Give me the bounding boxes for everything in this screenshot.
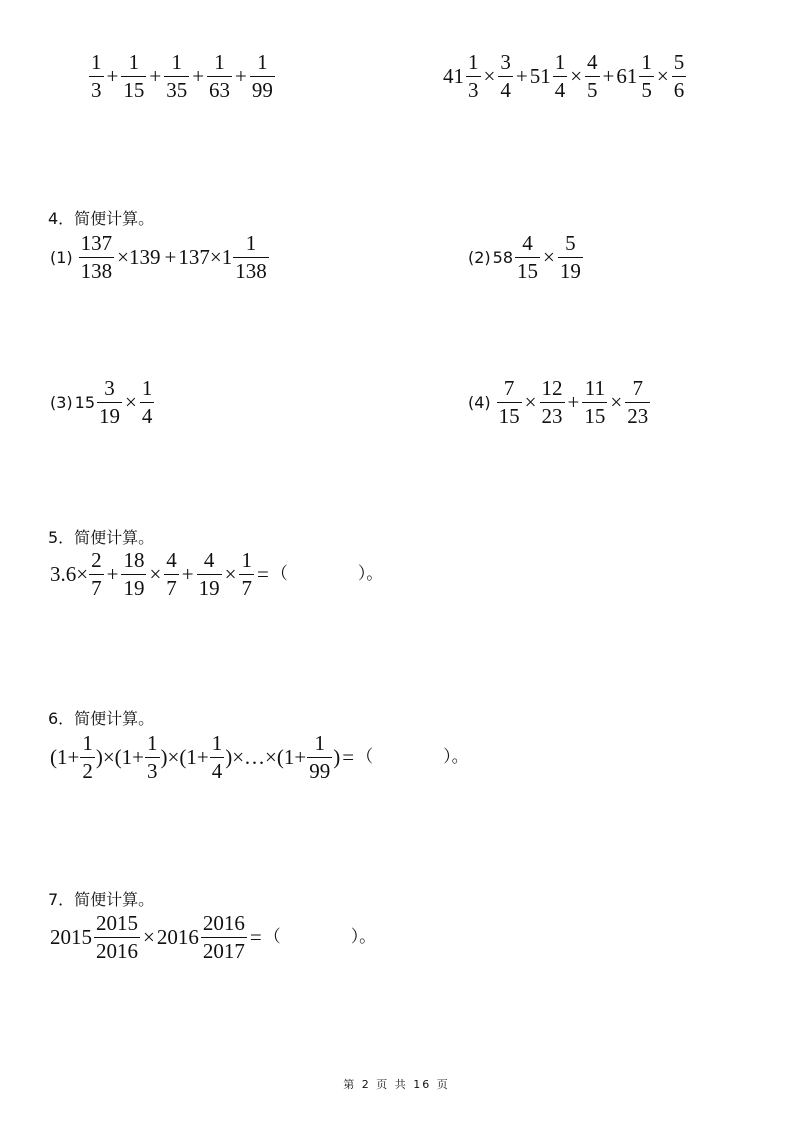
fraction	[625, 378, 650, 427]
denominator: 7	[241, 576, 252, 600]
fraction	[140, 378, 155, 427]
denominator: 138	[80, 259, 113, 283]
operator: ×	[656, 64, 669, 88]
numerator: 3	[500, 50, 511, 74]
denominator: 4	[554, 78, 566, 102]
term: )	[333, 745, 341, 769]
numerator: 1	[245, 231, 257, 255]
fraction	[97, 378, 122, 427]
denominator: 15	[123, 78, 145, 102]
term: 137×1	[178, 245, 233, 269]
fraction	[250, 52, 275, 101]
fraction	[233, 233, 269, 282]
fraction	[672, 52, 687, 101]
term: (1+	[50, 745, 80, 769]
denominator: 7	[91, 576, 102, 600]
numerator: 2015	[96, 911, 138, 935]
denominator: 15	[498, 404, 520, 428]
fraction	[164, 550, 179, 599]
term: )×…×(1+	[225, 745, 307, 769]
numerator: 11	[584, 376, 605, 400]
operator: ×139	[117, 245, 161, 269]
denominator: 99	[309, 759, 331, 783]
denominator: 3	[91, 78, 102, 102]
operator: ×	[524, 390, 537, 414]
answer-blank[interactable]	[288, 565, 358, 585]
numerator: 1	[211, 731, 223, 755]
denominator: 23	[627, 404, 649, 428]
denominator: 2017	[202, 939, 245, 963]
denominator: 138	[235, 259, 267, 283]
equals-sign: =	[342, 745, 355, 769]
denominator: 5	[641, 78, 652, 102]
fraction	[145, 733, 160, 782]
operator: ×	[149, 562, 162, 586]
answer-blank[interactable]	[281, 928, 351, 948]
part-label: (4)	[468, 392, 491, 412]
operator: +	[181, 562, 194, 586]
q5-expression	[50, 550, 383, 599]
q4-part-4	[468, 378, 651, 427]
answer-close-paren: ）。	[357, 564, 384, 584]
denominator: 4	[211, 759, 223, 783]
operator: +	[515, 64, 528, 88]
numerator: 1	[468, 50, 479, 74]
numerator: 7	[632, 376, 643, 400]
fraction	[540, 378, 565, 427]
numerator: 7	[503, 376, 515, 400]
numerator: 5	[565, 231, 576, 255]
numerator: 1	[91, 50, 102, 74]
numerator: 1	[214, 50, 225, 74]
fraction	[498, 52, 513, 101]
numerator: 1	[257, 50, 268, 74]
fraction	[89, 52, 104, 101]
numerator: 4	[166, 548, 177, 572]
operator: ×	[143, 925, 155, 949]
question-5-heading: 5．简便计算。	[48, 528, 155, 547]
denominator: 2	[82, 759, 93, 783]
fraction	[307, 733, 332, 782]
denominator: 63	[209, 78, 231, 102]
answer-blank[interactable]	[373, 748, 443, 768]
integer-part: 51	[529, 64, 551, 88]
denominator: 15	[584, 404, 606, 428]
denominator: 19	[99, 404, 121, 428]
fraction	[553, 52, 568, 101]
question-4-heading: 4．简便计算。	[48, 209, 155, 228]
q4-part-2	[468, 233, 584, 282]
integer-part: 2015	[50, 925, 92, 949]
denominator: 4	[141, 404, 153, 428]
numerator: 12	[541, 376, 563, 400]
q4-part-3	[50, 378, 155, 427]
denominator: 4	[500, 78, 511, 102]
integer-part: 61	[616, 64, 638, 88]
fraction	[80, 733, 95, 782]
numerator: 18	[123, 548, 145, 572]
denominator: 7	[166, 576, 177, 600]
fraction	[239, 550, 254, 599]
operator: +	[602, 64, 615, 88]
numerator: 3	[104, 376, 115, 400]
denominator: 3	[147, 759, 158, 783]
numerator: 2	[91, 548, 102, 572]
denominator: 19	[123, 576, 145, 600]
integer-part: 15	[74, 392, 96, 412]
operator: ×	[570, 64, 583, 88]
operator: +	[192, 64, 205, 88]
operator: ×	[483, 64, 496, 88]
fraction	[585, 52, 600, 101]
operator: +	[235, 64, 247, 88]
numerator: 1	[141, 376, 153, 400]
integer-part: 2016	[156, 925, 199, 949]
operator: +	[164, 245, 177, 269]
denominator: 5	[587, 78, 598, 102]
numerator: 1	[82, 731, 93, 755]
denominator: 19	[559, 259, 581, 283]
page-footer: 第 2 页 共 16 页	[343, 1078, 450, 1091]
question-6-heading: 6．简便计算。	[48, 709, 155, 728]
operator: +	[106, 64, 119, 88]
operator: ×	[610, 390, 623, 414]
fraction	[466, 52, 481, 101]
fraction	[207, 52, 232, 101]
denominator: 3	[468, 78, 479, 102]
fraction	[497, 378, 522, 427]
question-7-heading: 7．简便计算。	[48, 890, 155, 909]
fraction	[121, 52, 146, 101]
denominator: 99	[251, 78, 273, 102]
integer-part: 41	[443, 64, 464, 88]
denominator: 15	[517, 259, 539, 283]
denominator: 6	[673, 78, 685, 102]
term: )×(1+	[160, 745, 209, 769]
operator: +	[149, 64, 162, 88]
part-label: (3)	[50, 392, 73, 412]
numerator: 1	[147, 731, 158, 755]
fraction	[79, 233, 115, 282]
numerator: 1	[314, 731, 325, 755]
q4-part-1	[50, 233, 270, 282]
equals-sign: =	[256, 562, 269, 586]
equals-sign: =	[249, 925, 262, 949]
fraction	[94, 913, 140, 962]
operator: +	[567, 390, 580, 414]
q6-expression	[50, 733, 469, 782]
answer-close-paren: ）。	[350, 927, 377, 947]
operator: ×	[224, 562, 237, 586]
operator: ×	[125, 390, 137, 414]
numerator: 5	[673, 50, 685, 74]
fraction	[558, 233, 583, 282]
denominator: 35	[166, 78, 188, 102]
fraction	[89, 550, 104, 599]
top-right-expression	[443, 52, 687, 101]
numerator: 2016	[202, 911, 245, 935]
answer-open-paren: （	[356, 747, 374, 767]
term: 3.6×	[50, 562, 89, 586]
numerator: 1	[128, 50, 140, 74]
denominator: 19	[198, 576, 220, 600]
numerator: 1	[241, 548, 252, 572]
fraction	[582, 378, 607, 427]
answer-open-paren: （	[270, 564, 288, 584]
top-left-expression	[88, 52, 276, 101]
integer-part: 58	[492, 247, 514, 267]
operator: ×	[543, 245, 555, 269]
numerator: 4	[587, 50, 598, 74]
numerator: 1	[171, 50, 182, 74]
denominator: 23	[541, 404, 563, 428]
numerator: 1	[554, 50, 566, 74]
part-label: (2)	[468, 247, 491, 267]
fraction	[515, 233, 540, 282]
q7-expression	[50, 913, 376, 962]
fraction	[164, 52, 189, 101]
denominator: 2016	[96, 939, 138, 963]
numerator: 4	[522, 231, 533, 255]
part-label: (1)	[50, 247, 73, 267]
operator: +	[106, 562, 119, 586]
numerator: 4	[203, 548, 215, 572]
numerator: 1	[641, 50, 652, 74]
numerator: 137	[80, 231, 113, 255]
term: )×(1+	[95, 745, 145, 769]
fraction	[197, 550, 222, 599]
fraction	[639, 52, 654, 101]
fraction	[201, 913, 247, 962]
answer-close-paren: ）。	[443, 747, 469, 767]
fraction	[210, 733, 225, 782]
fraction	[121, 550, 146, 599]
answer-open-paren: （	[263, 927, 281, 947]
